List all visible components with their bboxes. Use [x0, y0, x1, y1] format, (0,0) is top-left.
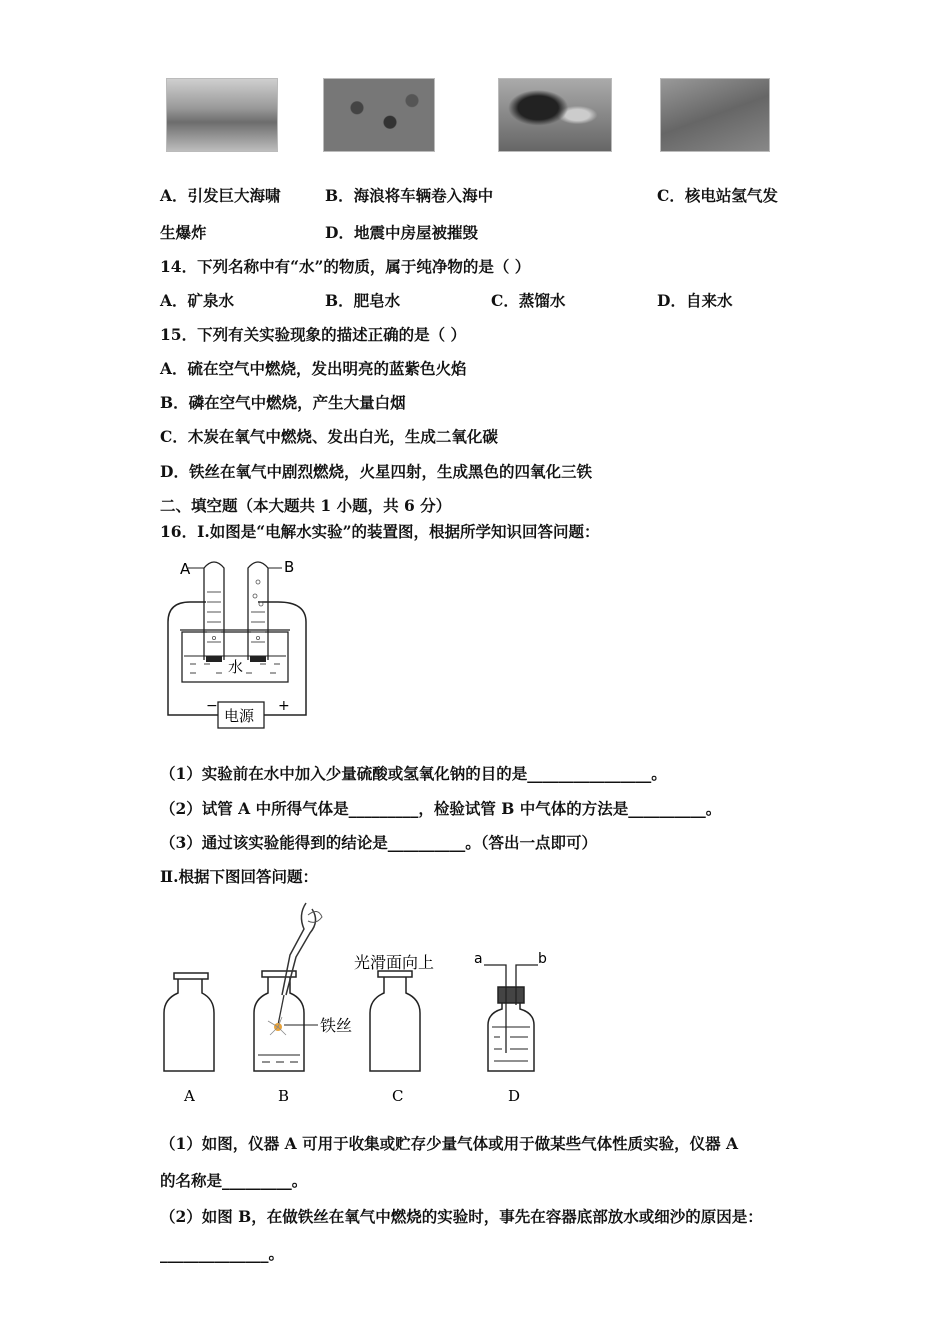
q13-option-c: C．核电站氢气发 [657, 186, 778, 205]
q14-stem: 14．下列名称中有“水”的物质，属于纯净物的是（ ） [160, 257, 531, 276]
electrolysis-diagram [160, 552, 320, 732]
q16-p2-sub1-line2: 的名称是_________。 [160, 1171, 308, 1190]
q14-option-c: C．蒸馏水 [491, 291, 566, 310]
tube-a-label: A [180, 560, 191, 578]
q14-option-b: B．肥皂水 [325, 291, 401, 310]
q13-option-c-continued: 生爆炸 [160, 223, 207, 242]
apparatus-label-c: C [392, 1087, 404, 1105]
q16-sub1: （1）实验前在水中加入少量硫酸或氢氧化钠的目的是________________。 [160, 764, 667, 783]
q16-p2-sub1-line1: （1）如图，仪器 A 可用于收集或贮存少量气体或用于做某些气体性质实验，仪器 A [160, 1134, 739, 1153]
q15-option-b: B．磷在空气中燃烧，产生大量白烟 [160, 393, 406, 412]
negative-terminal: − [206, 698, 218, 714]
q16-part1-stem: 16．Ⅰ.如图是“电解水实验”的装置图，根据所学知识回答问题： [160, 522, 600, 541]
iron-wire-label: 铁丝 [320, 1016, 353, 1035]
water-label: 水 [228, 658, 244, 676]
q15-option-d: D．铁丝在氧气中剧烈燃烧，火星四射，生成黑色的四氧化三铁 [160, 462, 592, 481]
q14-option-a: A．矿泉水 [160, 291, 235, 310]
q15-option-c: C．木炭在氧气中燃烧、发出白光，生成二氧化碳 [160, 427, 498, 446]
smooth-side-up-label: 光滑面向上 [354, 953, 435, 972]
explosion-photo [498, 78, 612, 152]
apparatus-diagram [158, 895, 558, 1110]
q16-part2-stem: Ⅱ.根据下图回答问题： [160, 867, 318, 886]
apparatus-label-d: D [508, 1087, 521, 1105]
q16-p2-sub2-line2: ______________。 [160, 1244, 285, 1263]
apparatus-label-b: B [278, 1087, 290, 1105]
q15-option-a: A．硫在空气中燃烧，发出明亮的蓝紫色火焰 [160, 359, 467, 378]
q15-stem: 15．下列有关实验现象的描述正确的是（ ） [160, 325, 466, 344]
q13-option-b: B．海浪将车辆卷入海中 [325, 186, 494, 205]
port-b-label: b [538, 951, 547, 967]
tube-b-label: B [284, 558, 295, 576]
q14-option-d: D．自来水 [657, 291, 733, 310]
q16-p2-sub2-line1: （2）如图 B，在做铁丝在氧气中燃烧的实验时，事先在容器底部放水或细沙的原因是： [160, 1207, 763, 1226]
gas-washing-bottle-d [484, 965, 538, 1071]
crucible-tongs [282, 903, 316, 995]
positive-terminal: + [278, 698, 290, 714]
cars-in-sea-photo [323, 78, 435, 152]
port-a-label: a [474, 951, 483, 967]
q13-option-d: D．地震中房屋被摧毁 [325, 223, 478, 242]
gas-bottle-a [164, 973, 214, 1071]
apparatus-label-a: A [184, 1087, 195, 1105]
power-supply-label: 电源 [224, 707, 255, 725]
collapsed-house-photo [660, 78, 770, 152]
tsunami-photo [166, 78, 278, 152]
q16-sub2: （2）试管 A 中所得气体是_________，检验试管 B 中气体的方法是__________。 [160, 799, 722, 818]
q16-sub3: （3）通过该实验能得到的结论是__________。（答出一点即可） [160, 833, 598, 852]
q13-option-a: A．引发巨大海啸 [160, 186, 281, 205]
gas-bottle-c [370, 971, 420, 1071]
section-heading: 二、填空题（本大题共 1 小题，共 6 分） [160, 496, 452, 515]
